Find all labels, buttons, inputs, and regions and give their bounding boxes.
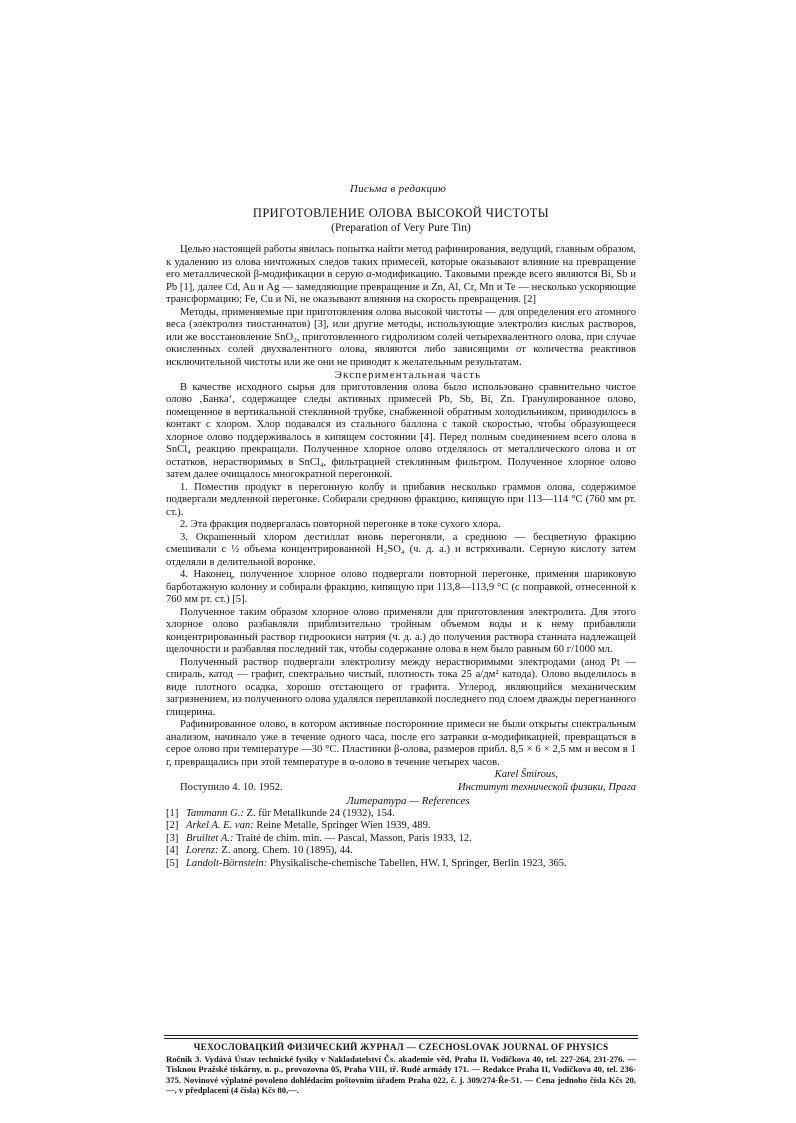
- reference-author: Lorenz:: [186, 845, 219, 857]
- reference-author: Landolt-Börnstein:: [186, 857, 268, 869]
- signature-row: [166, 769, 636, 782]
- reference-text: Z. anorg. Chem. 10 (1895), 44.: [218, 845, 353, 857]
- exp-step-2: 2. Эта фракция подвергалась повторной перегонке в токе сухого хлора.: [180, 519, 501, 530]
- running-head: Письма в редакцию: [349, 183, 447, 195]
- author-name: Karel Šmirous,: [494, 769, 558, 780]
- exp-paragraph-refined: Рафинированное олово, в котором активные посторонние примеси не были открыты спектральным анализом, начинало уже в течение одного часа, после его затравки α-модификацией, превращаться в серое олово при температуре —30 °C. Пластинки β-олова, размеров прибл. 8,5 × 6 × 2,5 мм и весом в 1 г, превращались при этой температуре в α-олово в течение четырех часов.: [166, 719, 636, 768]
- reference-author: Tammann G.:: [186, 807, 244, 819]
- exp-step-3: 3. Окрашенный хлором дестиллат вновь перегоняли, а среднюю — бесцветную фракцию смешивали с ½ объема концентрированной H₂SO₄ (ч. д. а.) и встряхивали. Серную кислоту затем отделяли в делительной воронке.: [166, 531, 636, 568]
- title-block: [166, 206, 636, 235]
- literature-heading: Литература — References: [346, 795, 470, 807]
- exp-paragraph-1: В качестве исходного сырья для приготовления олова было использовано сравнительно чистое олово ‚Банка‘, содержащее следы активных примесей Pb, Sb, Bi, Zn. Гранулированное олово, помещенное в вертикальной стеклянной трубке, снабженной обратным холодильником, приводилось в контакт с хлором. Хлор подавался из стального баллона с такой скоростью, чтобы образующееся хлорное олово поддерживалось в кипящем состоянии [4]. Перед полным соединением всего олова в SnCl₄ реакцию прекращали. Полученное хлорное олово отделялось от металлического олова и от остатков, нерастворимых в SnCl₄, фильтрацией стеклянным фильтром. Полученное хлорное олово затем далее очищалось многократной перегонкой.: [166, 381, 636, 480]
- reference-number: [3]: [166, 832, 179, 844]
- received-date: Поступило 4. 10. 1952.: [180, 782, 283, 793]
- author-institute: Институт технической физики, Прага: [458, 782, 636, 793]
- reference-number: [4]: [166, 845, 179, 857]
- reference-number: [2]: [166, 820, 179, 832]
- reference-text: Physikalische-chemische Tabellen, HW. I, Springer, Berlin 1923, 365.: [267, 857, 567, 869]
- reference-number: [1]: [166, 807, 179, 819]
- reference-number: [5]: [166, 857, 179, 869]
- reference-list: [166, 808, 636, 871]
- article-subtitle: (Preparation of Very Pure Tin): [331, 222, 471, 234]
- reference-author: Bruiltet A.:: [186, 832, 234, 844]
- reference-text: Traité de chim. min. — Pascal, Masson, Paris 1933, 12.: [233, 832, 472, 844]
- reference-item: [166, 858, 636, 871]
- reference-item: [166, 833, 636, 846]
- reference-text: Z. für Metallkunde 24 (1932), 154.: [243, 807, 395, 819]
- footer-rule: [164, 1038, 638, 1039]
- reference-text: Reine Metalle, Springer Wien 1939, 489.: [253, 820, 431, 832]
- exp-step-1: 1. Поместив продукт в перегонную колбу и прибавив несколько граммов олова, содержимое подвергали медленной перегонке. Собирали среднюю фракцию, кипящую при 113—114 °C (760 мм рт. ст.).: [166, 481, 636, 518]
- intro-paragraph-2: Методы, применяемые при приготовления олова высокой чистоты — для определения его атомного веса (электролиз тиостаннатов) [3], или другие методы, использующие электролиз кислых растворов, или же восстановление SnO₂, приготовленного гидролизом солей четырехвалентного олова, при случае окисленных солей двухвалентного олова, являются либо зависящими от количества реактивов исключительной чистоты или же они не приводят к желательным результатам.: [166, 306, 636, 368]
- exp-paragraph-electrolyte: Полученное таким образом хлорное олово применяли для приготовления электролита. Для этого хлорное олово разбавляли приблизительно тройным объемом воды и к нему прибавляли концентрированный раствор гидроокиси натрия (ч. д. а.) до получения раствора станната надлежащей щелочности и разбавляя последний так, чтобы содержание олова в нем было равным 60 г/1000 мл.: [166, 606, 636, 655]
- reference-item: [166, 820, 636, 833]
- received-row: [166, 782, 636, 795]
- reference-item: [166, 845, 636, 858]
- intro-paragraph-1: Целью настоящей работы явилась попытка найти метод рафинирования, ведущий, главным образом, к удалению из олова ничтожных следов таких примесей, которые оказывают влияние на превращение его металлической β-модификации в серую α-модификацию. Таковыми прежде всего являются Bi, Sb и Pb [1], далее Cd, Au и Ag — замедляющие превращение и Zn, Al, Cr, Mn и Te — несколько ускоряющие трансформацию; Fe, Cu и Ni, не оказывают влияния на скорость превращения. [2]: [166, 244, 636, 305]
- footer-rule: [164, 1035, 638, 1036]
- reference-author: Arkel A. E. van:: [186, 820, 254, 832]
- exp-paragraph-electrolysis: Полученный раствор подвергали электролизу между нерастворимыми электродами (анод Pt — спираль, катод — графит, спектрально чистый, плотность тока 25 а/дм² катода). Олово выделилось в виде плотного осадка, хорошо отстающего от графита. Углерод, являющийся механическим загрязнением, из полученного олова удалялся переплавкой последнего под слоем дважды перегнанного глицерина.: [166, 656, 636, 718]
- article-title: ПРИГОТОВЛЕНИЕ ОЛОВА ВЫСОКОЙ ЧИСТОТЫ: [252, 206, 550, 220]
- article-body: [166, 244, 636, 870]
- section-heading-experimental: Экспериментальная часть: [334, 369, 482, 381]
- journal-name: ЧЕХОСЛОВАЦКИЙ ФИЗИЧЕСКИЙ ЖУРНАЛ — CZECHOSLOVAK JOURNAL OF PHYSICS: [193, 1042, 609, 1052]
- journal-footer: [166, 1042, 636, 1096]
- publisher-imprint: Ročník 3. Vydává Ústav technické fysiky v Nakladatelství Čs. akademie věd, Praha II, Vodičkova 40, tel. 227-264, 231-276. — Tisknou Pražské tiskárny, n. p., provozovna 05, Praha VIII, tř. Rudé armády 171. — Redakce Praha II, Vodičkova 40, tel. 236-375. Novinové výplatné povoleno dohlédacím poštovním úřadem Praha 022, č. j. 309/274-Ře-51. — Cena jednoho čísla Kčs 20,—, v předplacení (4 čísla) Kčs 80,—.: [166, 1053, 636, 1095]
- reference-item: [166, 808, 636, 821]
- exp-step-4: 4. Наконец, полученное хлорное олово подвергали повторной перегонке, применяя шариковую барботажную колонну и собирали фракцию, кипящую при 113,8—113,9 °C (с поправкой, отнесенной к 760 мм рт. ст.) [5].: [166, 569, 636, 605]
